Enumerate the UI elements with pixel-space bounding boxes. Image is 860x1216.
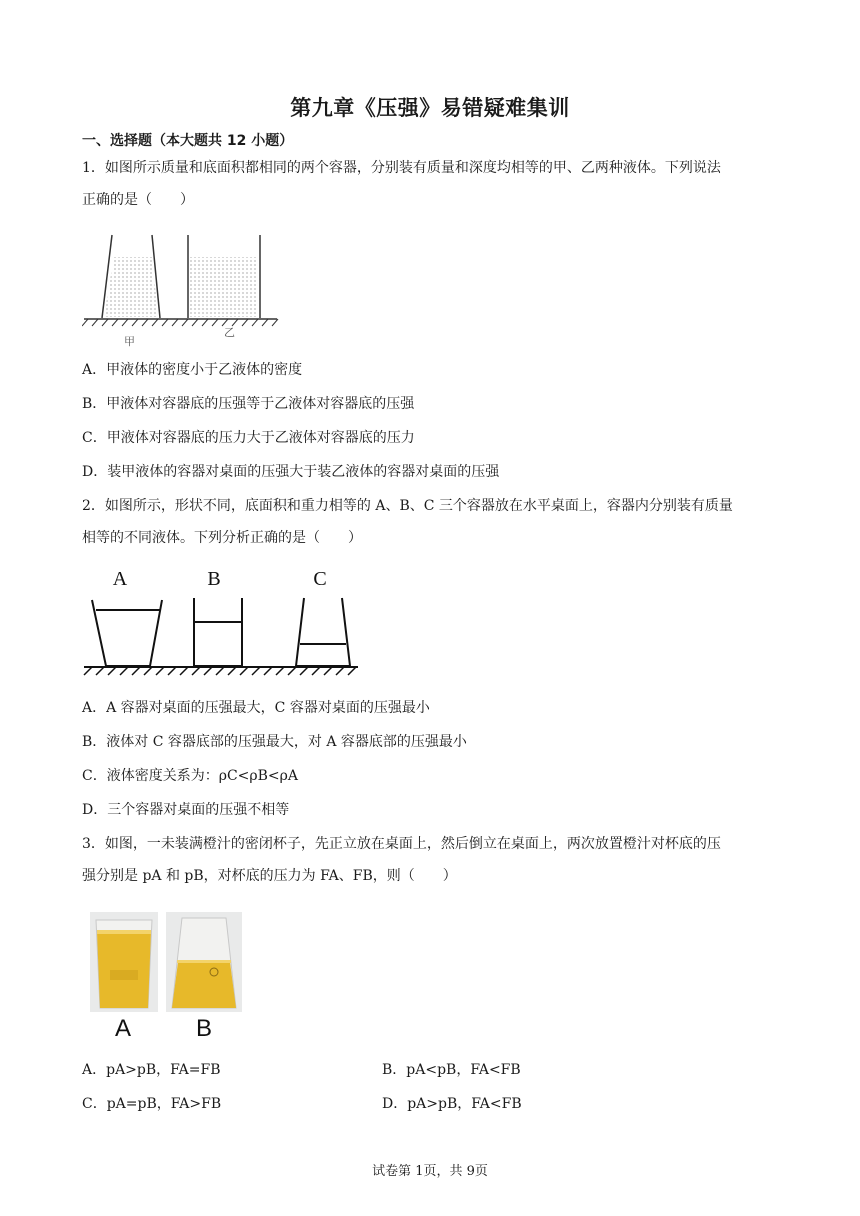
q3-figure [90,910,250,1040]
q2-option-a: A．A 容器对桌面的压强最大，C 容器对桌面的压强最小 [82,700,430,716]
container-jia-liquid [104,257,158,317]
q1-option-a: A．甲液体的密度小于乙液体的密度 [82,362,303,378]
q1-stem-line2: 正确的是（ ） [82,192,194,208]
section-heading: 一、选择题（本大题共 12 小题） [82,133,294,149]
table-hatching [84,667,356,675]
page-footer: 试卷第 1页，共 9页 [372,1164,488,1179]
table-hatching [82,319,278,326]
cup-a-label [110,970,138,980]
fig-label-yi: 乙 [224,326,235,339]
cup-b-juice [172,962,236,1008]
container-b [194,598,242,666]
q3-option-b: B．pA<pB，FA<FB [382,1062,521,1078]
q2-stem-line2: 相等的不同液体。下列分析正确的是（ ） [82,530,362,546]
container-c [296,598,350,666]
fig-label-b: B [207,568,221,590]
q2-option-c: C．液体密度关系为：ρC<ρB<ρA [82,768,298,784]
photo-label-a: A [114,1015,132,1040]
q3-option-c: C．pA=pB，FA>FB [82,1096,222,1112]
q3-stem-line1: 3．如图，一未装满橙汁的密闭杯子，先正立放在桌面上，然后倒立在桌面上，两次放置橙汁对杯底的压 [82,836,721,852]
fig-label-a: A [112,568,128,590]
photo-label-b: B [195,1015,213,1040]
q1-stem-line1: 1．如图所示质量和底面积都相同的两个容器，分别装有质量和深度均相等的甲、乙两种液体。下列说法 [82,160,721,176]
q3-stem-line2: 强分别是 pA 和 pB，对杯底的压力为 FA、FB，则（ ） [82,868,457,884]
q2-stem-line1: 2．如图所示，形状不同，底面积和重力相等的 A、B、C 三个容器放在水平桌面上，容器内分别装有质量 [82,498,733,514]
cup-b-juice-surface [177,960,231,963]
q2-option-b: B．液体对 C 容器底部的压强最大，对 A 容器底部的压强最小 [82,734,467,750]
q1-option-b: B．甲液体对容器底的压强等于乙液体对容器底的压强 [82,396,415,412]
container-yi-liquid [190,257,258,317]
q3-option-d: D．pA>pB，FA<FB [382,1096,522,1112]
fig-label-jia: 甲 [124,335,135,348]
cup-a-juice-surface [97,930,151,934]
fig-label-c: C [313,568,327,590]
q1-option-c: C．甲液体对容器底的压力大于乙液体对容器底的压力 [82,430,415,446]
page-title: 第九章《压强》易错疑难集训 [290,96,570,120]
q2-figure [82,562,362,682]
q1-figure [82,232,282,350]
q3-option-a: A．pA>pB，FA=FB [82,1062,221,1078]
q2-option-d: D．三个容器对桌面的压强不相等 [82,802,290,818]
q1-option-d: D．装甲液体的容器对桌面的压强大于装乙液体的容器对桌面的压强 [82,464,500,480]
